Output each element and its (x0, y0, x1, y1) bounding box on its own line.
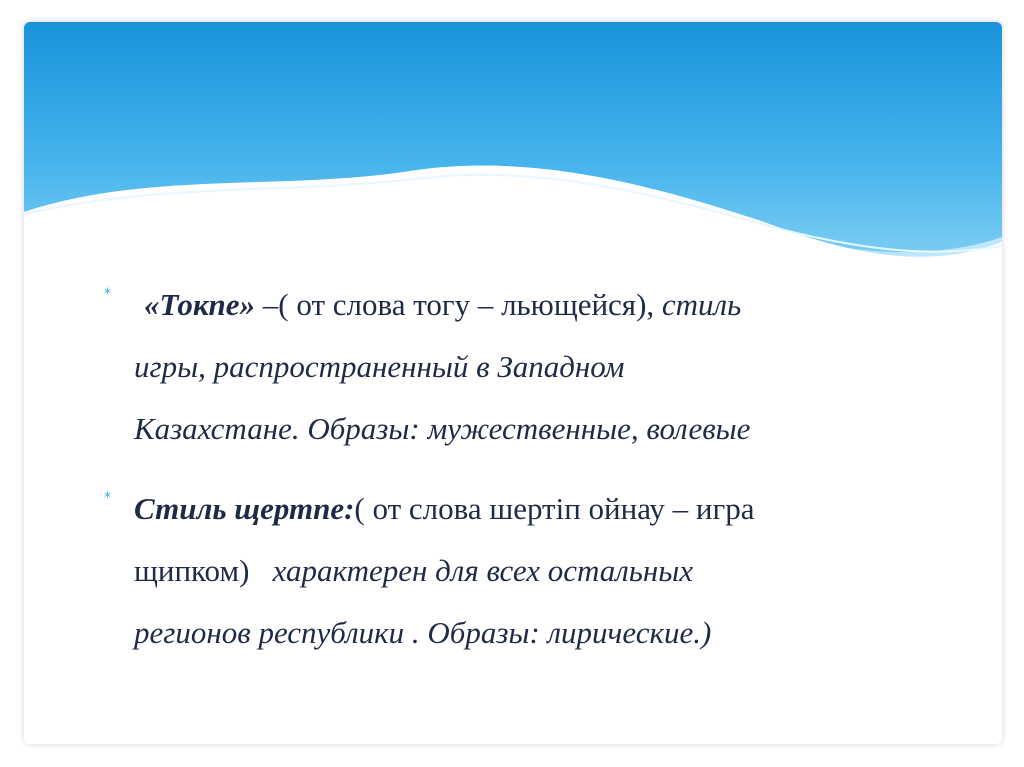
bullet-1-line-1 (134, 274, 924, 336)
description-text: Казахстане. Образы: мужественные, волевые (134, 411, 751, 446)
bullet-2-line-1 (134, 478, 924, 540)
etymology-text: щипком) (134, 553, 258, 588)
slide-body (104, 274, 924, 682)
description-text: игры, распространенный в Западном (134, 349, 625, 384)
etymology-text: –( от слова тогу – льющейся), (255, 287, 662, 322)
bullet-1-line-3 (134, 398, 924, 460)
bullet-item-shertpe (104, 478, 924, 664)
bullet-2-line-3 (134, 602, 924, 664)
bullet-1-line-2 (134, 336, 924, 398)
bullet-item-tokpe (104, 274, 924, 460)
slide (24, 22, 1002, 744)
term-tokpe: «Токпе» (144, 287, 256, 322)
description-text: стиль (661, 287, 742, 322)
bullet-2-line-2 (134, 540, 924, 602)
asterisk-bullet-icon: * (104, 490, 111, 506)
term-shertpe: Стиль щертпе: (134, 491, 355, 526)
description-text: регионов республики . Образы: лирические.) (134, 615, 712, 650)
description-text: характерен для всех остальных (257, 553, 694, 588)
etymology-text: ( от слова шертіп ойнау – игра (354, 491, 755, 526)
asterisk-bullet-icon: * (104, 286, 111, 302)
